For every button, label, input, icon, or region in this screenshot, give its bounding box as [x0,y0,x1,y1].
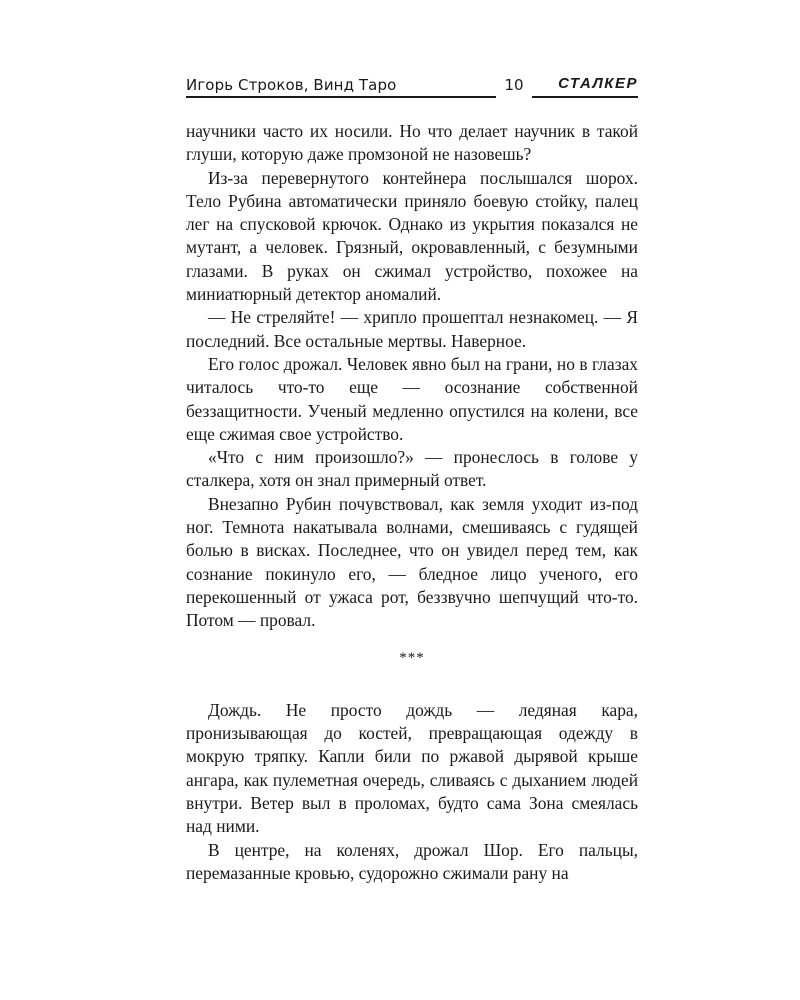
body-text [186,120,638,885]
section-separator: *** [399,649,425,666]
running-header [186,72,638,98]
paragraph: «Что с ним произошло?» — пронеслось в голове у сталкера, хотя он знал примерный ответ. [186,447,638,491]
series-title: СТАЛКЕР [558,75,638,92]
paragraph: научники часто их носили. Но что делает научник в такой глуши, которую даже промзоной не назовешь? [186,121,638,165]
header-authors: Игорь Строков, Винд Таро [186,76,397,94]
paragraph: Внезапно Рубин почувствовал, как земля уходит из-под ног. Темнота накатывала волнами, смешиваясь с гудящей болью в висках. Последнее, что он увидел перед тем, как сознание покинуло его, — бледное лицо ученого, его перекошенный от ужаса рот, беззвучно шепчущий что-то. Потом — провал. [186,493,638,631]
paragraph: Из-за перевернутого контейнера послышался шорох. Тело Рубина автоматически приняло боевую стойку, палец лег на спусковой крючок. Однако из укрытия показался не мутант, а человек. Грязный, окровавленный, с безумными глазами. В руках он сжимал устройство, похожее на миниатюрный детектор аномалий. [186,167,638,305]
paragraph: Дождь. Не просто дождь — ледяная кара, пронизывающая до костей, превращающая одежду в мокрую тряпку. Капли били по ржавой дырявой крыше ангара, как пулеметная очередь, сливаясь с дыханием людей внутри. Ветер выл в проломах, будто сама Зона смеялась над ними. [186,699,638,837]
paragraph: Его голос дрожал. Человек явно был на грани, но в глазах читалось что-то еще — осознание собственной беззащитности. Ученый медленно опустился на колени, все еще сжимая свое устройство. [186,353,638,444]
paragraph: — Не стреляйте! — хрипло прошептал незнакомец. — Я последний. Все остальные мертвы. Наверное. [186,307,638,351]
header-rule-right [532,96,638,98]
page-number: 10 [504,76,524,94]
header-rule-left [186,96,496,98]
paragraph: В центре, на коленях, дрожал Шор. Его пальцы, перемазанные кровью, судорожно сжимали рану на [186,839,638,883]
